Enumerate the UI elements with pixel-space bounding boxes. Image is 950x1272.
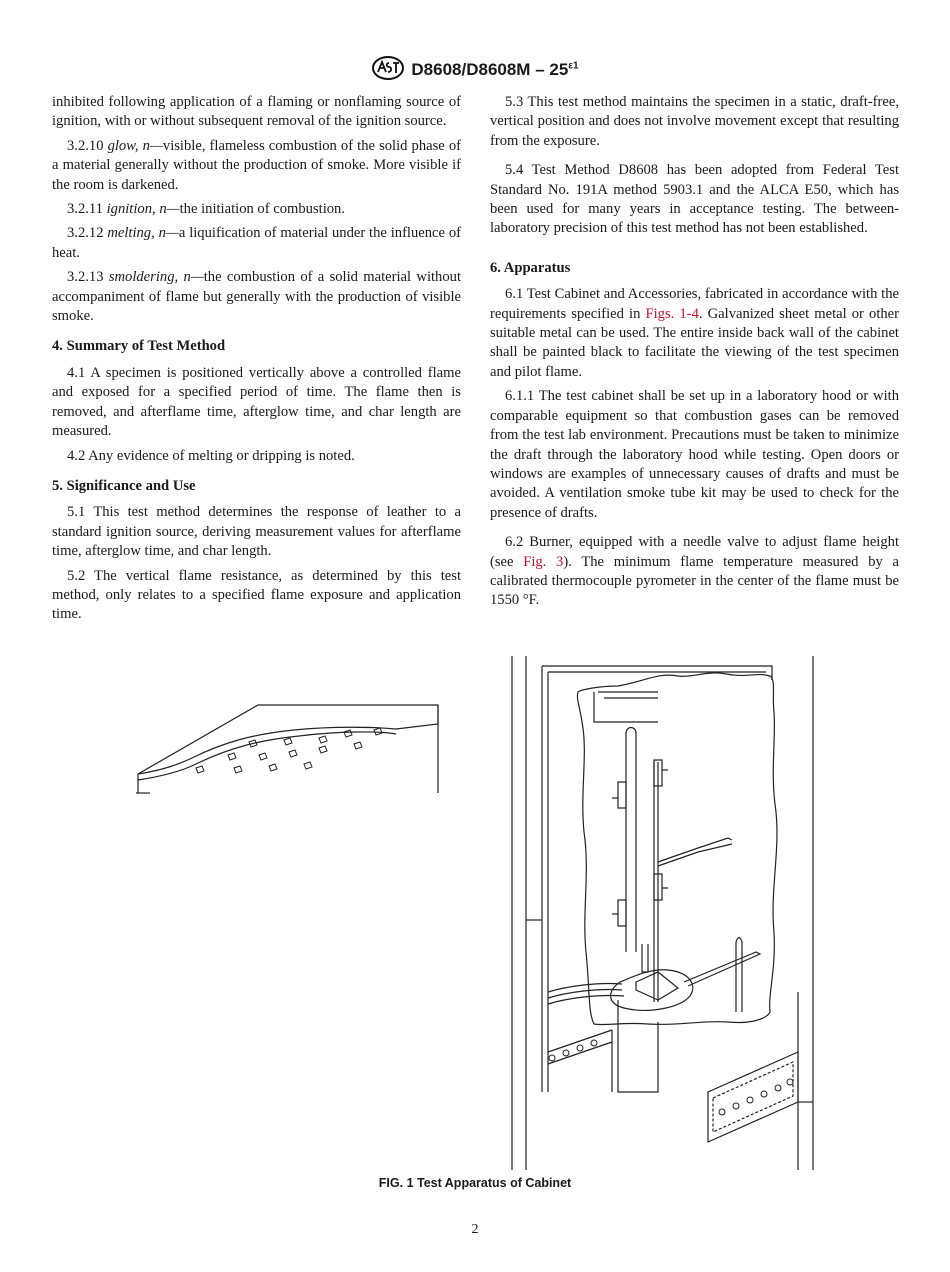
section-5-heading: 5. Significance and Use [52, 477, 196, 494]
paragraph-5-2: 5.2 The vertical flame resistance, as determined by this test method, only relates to a specified flame exposure and application time. [52, 567, 461, 623]
paragraph-continued: inhibited following application of a flaming or nonflaming source of ignition, with or without subsequent removal of the ignition source. [52, 94, 461, 130]
paragraph-5-4: 5.4 Test Method D8608 has been adopted from Federal Test Standard No. 191A method 5903.1 and the ALCA E50, which has been used for many years in acceptance testing. The between-laboratory precision of this test method has not been established. [490, 162, 899, 237]
figs-1-4-link[interactable]: Figs. 1-4 [645, 305, 699, 322]
left-column [52, 93, 461, 630]
paragraph-5-1: 5.1 This test method determines the response of leather to a standard ignition source, deriving measurement values for afterflame time, afterglow time, and char length. [52, 504, 461, 560]
definition-melting: 3.2.12 melting, n—a liquification of material under the influence of heat. [52, 225, 461, 261]
page-number: 2 [471, 1222, 479, 1237]
paragraph-6-1: 6.1 Test Cabinet and Accessories, fabricated in accordance with the requirements specified in Figs. 1-4. Galvanized sheet metal or other suitable metal can be used. The entire inside back wall of the cabinet shall be painted black to facilitate the viewing of the test specimen and pilot flame. [490, 286, 900, 380]
cabinet-top-illustration [134, 700, 440, 796]
cabinet-apparatus-illustration [508, 652, 818, 1172]
definition-glow: 3.2.10 glow, n—visible, flameless combustion of the solid phase of a material generally without the production of smoke. More visible if the room is darkened. [52, 137, 461, 193]
paragraph-4-2: 4.2 Any evidence of melting or dripping is noted. [67, 447, 355, 464]
paragraph-6-2: 6.2 Burner, equipped with a needle valve to adjust flame height (see Fig. 3). The minimum flame temperature measured by a calibrated thermocouple pyrometer in the center of the flame must be 1550 °F. [490, 534, 899, 609]
designation-superscript: ε1 [568, 60, 579, 72]
astm-logo-icon [371, 56, 405, 85]
section-6-heading: 6. Apparatus [490, 259, 571, 276]
figure-caption: FIG. 1 Test Apparatus of Cabinet [378, 1176, 572, 1190]
paragraph-5-3: 5.3 This test method maintains the specimen in a static, draft-free, vertical position and does not involve movement except that resulting from the exposure. [490, 94, 899, 149]
paragraph-6-1-1: 6.1.1 The test cabinet shall be set up in a laboratory hood or with comparable equipment so that combustion gases can be removed from the test lab environment. Precautions must be taken to minimize the draft through the laboratory hood while testing. Open doors or windows are examples of unnecessary causes of drafts and must be avoided. A ventilation smoke tube kit may be used to check for the presence of drafts. [490, 388, 899, 521]
section-4-heading: 4. Summary of Test Method [52, 338, 226, 355]
right-column [490, 93, 899, 616]
definition-smoldering: 3.2.13 smoldering, n—the combustion of a solid material without accompaniment of flame but generally with the production of visible smoke. [52, 269, 461, 325]
definition-ignition: 3.2.11 ignition, n—the initiation of combustion. [67, 201, 345, 218]
document-designation: D8608/D8608M – 25 [411, 59, 569, 79]
paragraph-4-1: 4.1 A specimen is positioned vertically above a controlled flame and exposed for a specified period of time. The flame then is removed, and afterflame time, afterglow time, and char length are measured. [52, 364, 461, 440]
fig-3-link[interactable]: Fig. 3 [523, 553, 564, 570]
document-header [0, 56, 950, 85]
